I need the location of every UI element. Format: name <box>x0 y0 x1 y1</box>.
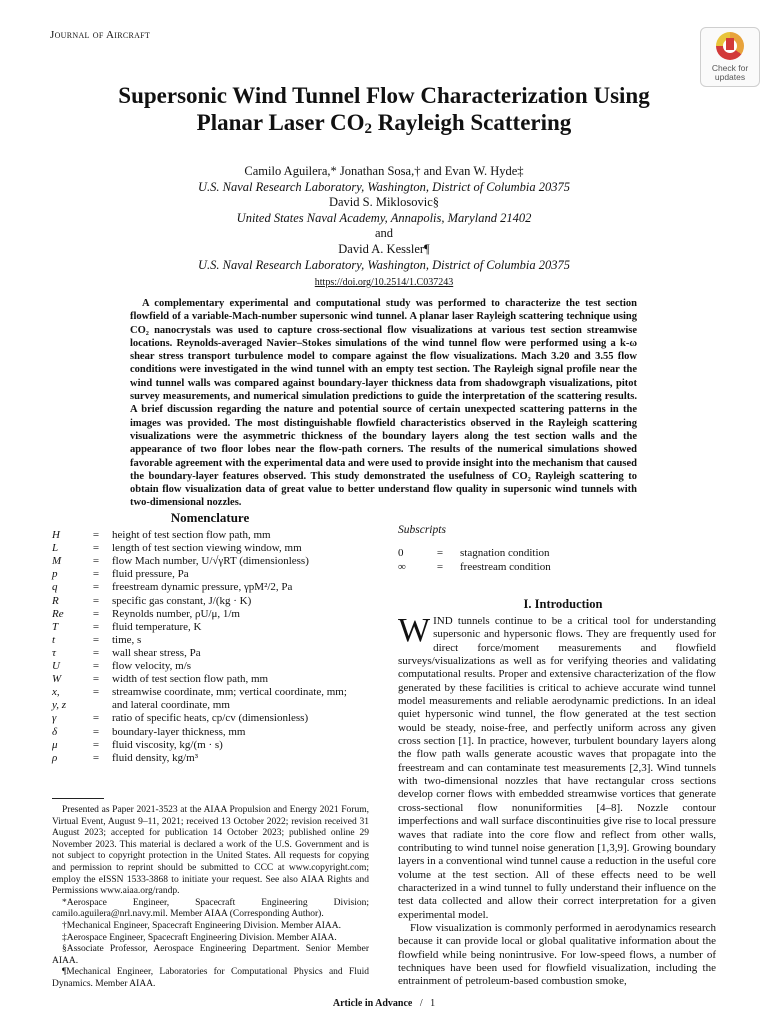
nomenclature-row-symbol: p <box>52 568 58 581</box>
subscript-row-definition: freestream condition <box>460 560 551 573</box>
nomenclature-row <box>52 660 372 674</box>
nomenclature-row-equals: = <box>92 751 100 764</box>
nomenclature-row-equals: = <box>92 738 100 751</box>
nomenclature-row-equals: = <box>92 686 100 699</box>
nomenclature-row-definition: fluid pressure, Pa <box>112 568 189 581</box>
nomenclature-row-symbol: Re <box>52 607 64 620</box>
affiliation-1: U.S. Naval Research Laboratory, Washington, District of Columbia 20375 <box>198 180 570 194</box>
nomenclature-row-definition: flow velocity, m/s <box>112 660 192 672</box>
nomenclature-row-equals: = <box>92 581 100 594</box>
nomenclature-row-definition: Reynolds number, ρU/μ, 1/m <box>112 607 240 620</box>
page-number: 1 <box>430 998 436 1009</box>
subscript-row <box>398 561 728 575</box>
nomenclature-row-equals: = <box>92 555 100 568</box>
nomenclature-row-definition: ratio of specific heats, cp/cv (dimensionless) <box>112 712 309 725</box>
intro-paragraph-1 <box>398 612 716 922</box>
title-line2-sub: 2 <box>364 121 372 137</box>
nomenclature-row-definition: fluid density, kg/m³ <box>112 751 198 764</box>
authors-line3: David A. Kessler¶ <box>338 242 430 256</box>
nomenclature-row-equals: = <box>92 620 100 633</box>
introduction-body <box>398 612 716 989</box>
nomenclature-row-definition: height of test section flow path, mm <box>112 529 271 541</box>
abstract: A complementary experimental and computational study was performed to characterize the test section flowfield of a variable-Mach-number supersonic wind tunnel. A planar laser Rayleigh scattering technique using CO₂ nanocrystals was used to capture cross-sectional flow visualizations at various test section streamwise locations. Reynolds-averaged Navier–Stokes simulations of the wind tunnel flow were performed using a k-ω shear stress transport turbulence model to compare against the flow visualizations. Mach 3.20 and 3.55 flow conditions were investigated in the wind tunnel with an empty test section. The Rayleigh signal profile near the wind tunnel walls was compared against boundary-layer thickness data from shadowgraph visualizations, pitot survey measurements, and numerical simulation predictions to guide the interpretation of the scattering results. A brief discussion regarding the nature and potential source of certain unexpected scattering patterns in the images was provided. The most distinguishable flowfield characteristics observed in the Rayleigh scattering visualizations were the asymmetric thickness of the boundary layers along the test section walls and the appearance of two floor lobes near the flow-path corners. The results of the numerical simulations showed favorable agreement with the experimental data and were used to provide insight into the mechanism that caused the boundary-layer features observed. This study demonstrated the usefulness of CO₂ Rayleigh scattering to obtain flow visualization data of great value to better understand flow quality in supersonic wind tunnels with two-dimensional nozzles. <box>130 298 637 509</box>
footnote-author-2: †Mechanical Engineer, Spacecraft Engineering Division. Member AIAA. <box>62 920 341 931</box>
nomenclature-row-symbol: T <box>52 620 59 633</box>
nomenclature-row <box>52 621 372 635</box>
nomenclature-row-definition: length of test section viewing window, mm <box>112 542 302 555</box>
intro-p1-text: tunnels continue to be a critical tool for understanding supersonic and hypersonic flows. They are frequently used for direct force/moment measurements and flowfield surveys/visualizations as well as for verifying theories and validating computational results. Proper and extensive characterization of the flow generated by these facilities is critical to achieve accurate wind tunnel model measurements and reliable aerodynamic predictions. In an ideal quiet hypersonic wind tunnel, the flow generated at the test section would be steady, noise-free, and perfectly uniform across any given cross section [1]. In practice, however, turbulent boundary layers along the flow path walls generate acoustic waves that propagate into the freestream and can contaminate test measurements [2,3]. Wind tunnels with two-dimensional nozzles that have rectangular cross sections develop corner flows with embedded streamwise vortices that generate cross-sectional flow nonuniformities [4–8]. Nozzle contour imperfections and wall surface discontinuities give rise to local pressure waves that radiate into the core flow and reflect from other walls, contributing to wind tunnel noise generation [1,3,9]. Growing boundary layers in a conventional wind tunnel cause a reduction in the useful core volume at the test section. All of these effects need to be well characterized in a wind tunnel to fully understand their influence on the test data collected and allow their correct interpretation for a given experimental model. <box>398 615 716 921</box>
section-heading-introduction: I. Introduction <box>523 597 603 611</box>
footnote-author-4: §Associate Professor, Aerospace Engineering Department. Senior Member AIAA. <box>52 944 369 966</box>
nomenclature-row <box>52 555 372 569</box>
title-line2 <box>60 109 708 143</box>
doi-text[interactable]: https://doi.org/10.2514/1.C037243 <box>314 277 454 288</box>
authors-and: and <box>374 226 394 240</box>
nomenclature-row <box>52 752 372 766</box>
nomenclature-row <box>52 568 372 582</box>
nomenclature-row <box>52 712 372 726</box>
nomenclature-row-symbol: δ <box>52 725 58 738</box>
nomenclature-row <box>52 647 372 661</box>
nomenclature-row-definition: and lateral coordinate, mm <box>112 699 230 712</box>
nomenclature-row-definition: boundary-layer thickness, mm <box>112 725 246 738</box>
bookmark-icon <box>726 38 734 50</box>
nomenclature-row-equals: = <box>92 633 100 646</box>
badge-line2: updates <box>714 72 746 82</box>
title-line2-pre: Planar Laser CO <box>196 110 365 135</box>
subscript-row-equals: = <box>436 547 444 559</box>
nomenclature-row-equals: = <box>92 712 100 725</box>
authors-line2: David S. Miklosovic§ <box>328 195 440 209</box>
nomenclature-row-symbol: γ <box>52 712 57 725</box>
authors-line1: Camilo Aguilera,* Jonathan Sosa,† and Evan W. Hyde‡ <box>244 164 524 178</box>
badge-line1: Check for <box>711 63 749 73</box>
nomenclature-row-definition: fluid temperature, K <box>112 620 202 633</box>
footnote-rule <box>52 798 104 799</box>
nomenclature-row-symbol: ρ <box>52 751 58 764</box>
nomenclature-row-equals: = <box>92 673 100 686</box>
nomenclature-row <box>52 673 372 687</box>
nomenclature-row-definition: specific gas constant, J/(kg · K) <box>112 594 252 607</box>
nomenclature-row-symbol: H <box>52 529 60 541</box>
footer-sep: / <box>419 998 423 1009</box>
nomenclature-row-equals: = <box>92 568 100 581</box>
nomenclature-row-equals: = <box>92 594 100 607</box>
nomenclature-row-symbol: y, z <box>52 699 67 712</box>
drop-cap: W <box>398 612 431 649</box>
nomenclature-row-symbol: x, <box>52 686 60 699</box>
footnote-author-5: ¶Mechanical Engineer, Laboratories for Computational Physics and Fluid Dynamics. Member AIAA. <box>52 967 369 989</box>
nomenclature-row-symbol: τ <box>52 646 56 659</box>
nomenclature-row <box>52 542 372 556</box>
nomenclature-row <box>52 726 372 740</box>
subscript-row-equals: = <box>436 560 444 573</box>
nomenclature-row-symbol: U <box>52 660 60 672</box>
nomenclature-row-equals: = <box>92 607 100 620</box>
doi-link[interactable] <box>100 277 668 288</box>
intro-lead: IND <box>433 615 453 627</box>
footnote-publication: Presented as Paper 2021-3523 at the AIAA Propulsion and Energy 2021 Forum, Virtual Event, August 9–11, 2021; received 13 October 2022; revision received 31 August 2023; accepted for publication 14 October 2023; published online 29 November 2023. This material is declared a work of the U.S. Government and is not subject to copyright protection in the United States. All requests for copying and permission to reprint should be submitted to CCC at www.copyright.com; employ the eISSN 1533-3868 to initiate your request. See also AIAA Rights and Permissions www.aiaa.org/randp. <box>52 805 369 897</box>
nomenclature-heading: Nomenclature <box>170 510 250 525</box>
journal-name: Journal of Aircraft <box>50 29 151 41</box>
nomenclature-row <box>52 686 372 700</box>
subscript-row-definition: stagnation condition <box>460 547 550 559</box>
nomenclature-row-definition: width of test section flow path, mm <box>112 673 269 686</box>
nomenclature-row <box>52 595 372 609</box>
nomenclature-row-symbol: L <box>52 542 59 555</box>
nomenclature-row-symbol: M <box>52 555 62 568</box>
nomenclature-row-definition: freestream dynamic pressure, γpM²/2, Pa <box>112 581 293 594</box>
paper-title <box>60 82 708 143</box>
nomenclature-row-equals: = <box>92 660 100 672</box>
nomenclature-row-symbol: R <box>52 594 59 607</box>
title-line2-post: Rayleigh Scattering <box>372 110 572 135</box>
check-for-updates-badge[interactable] <box>700 27 760 87</box>
title-line1: Supersonic Wind Tunnel Flow Characterization Using <box>118 83 650 108</box>
footnote-author-3: ‡Aerospace Engineer, Spacecraft Engineering Division. Member AIAA. <box>62 932 337 943</box>
nomenclature-row-definition: streamwise coordinate, mm; vertical coordinate, mm; <box>112 686 347 699</box>
nomenclature-row-equals: = <box>92 646 100 659</box>
nomenclature-row-symbol: t <box>52 633 56 646</box>
nomenclature-row-definition: wall shear stress, Pa <box>112 646 201 659</box>
footnote-author-1: *Aerospace Engineer, Spacecraft Engineering Division; camilo.aguilera@nrl.navy.mil. Member AIAA (Corresponding Author). <box>52 897 369 920</box>
nomenclature-row <box>52 608 372 622</box>
nomenclature-row <box>52 739 372 753</box>
nomenclature-row-symbol: W <box>52 673 62 686</box>
nomenclature-row <box>52 634 372 648</box>
affiliation-3: U.S. Naval Research Laboratory, Washington, District of Columbia 20375 <box>198 258 570 272</box>
subscripts-heading: Subscripts <box>398 524 446 536</box>
footer-label: Article in Advance <box>332 998 413 1009</box>
nomenclature-row <box>52 529 372 543</box>
nomenclature-row <box>52 699 372 713</box>
page-footer <box>300 998 468 1009</box>
nomenclature-row <box>52 581 372 595</box>
affiliation-2: United States Naval Academy, Annapolis, Maryland 21402 <box>236 211 532 225</box>
subscript-row-symbol: ∞ <box>398 560 406 573</box>
nomenclature-row-definition: time, s <box>112 633 142 646</box>
nomenclature-row-symbol: μ <box>52 738 58 751</box>
nomenclature-row-definition: fluid viscosity, kg/(m · s) <box>112 738 223 751</box>
nomenclature-row-equals: = <box>92 725 100 738</box>
subscript-row <box>398 547 728 561</box>
nomenclature-row-equals: = <box>92 529 100 541</box>
footnotes <box>52 805 369 991</box>
nomenclature-row-equals: = <box>92 542 100 555</box>
nomenclature-row-symbol: q <box>52 581 58 594</box>
nomenclature-row-definition: flow Mach number, U/√γRT (dimensionless) <box>112 555 309 568</box>
intro-paragraph-2: Flow visualization is commonly performed in aerodynamics research because it can provide local or global qualitative information about the flowfield while being nonintrusive. For low-speed flows, a number of techniques have been used for flowfield visualization, including the entrainment of petroleum-based combustion smoke, <box>398 921 716 988</box>
subscript-row-symbol: 0 <box>398 547 404 559</box>
